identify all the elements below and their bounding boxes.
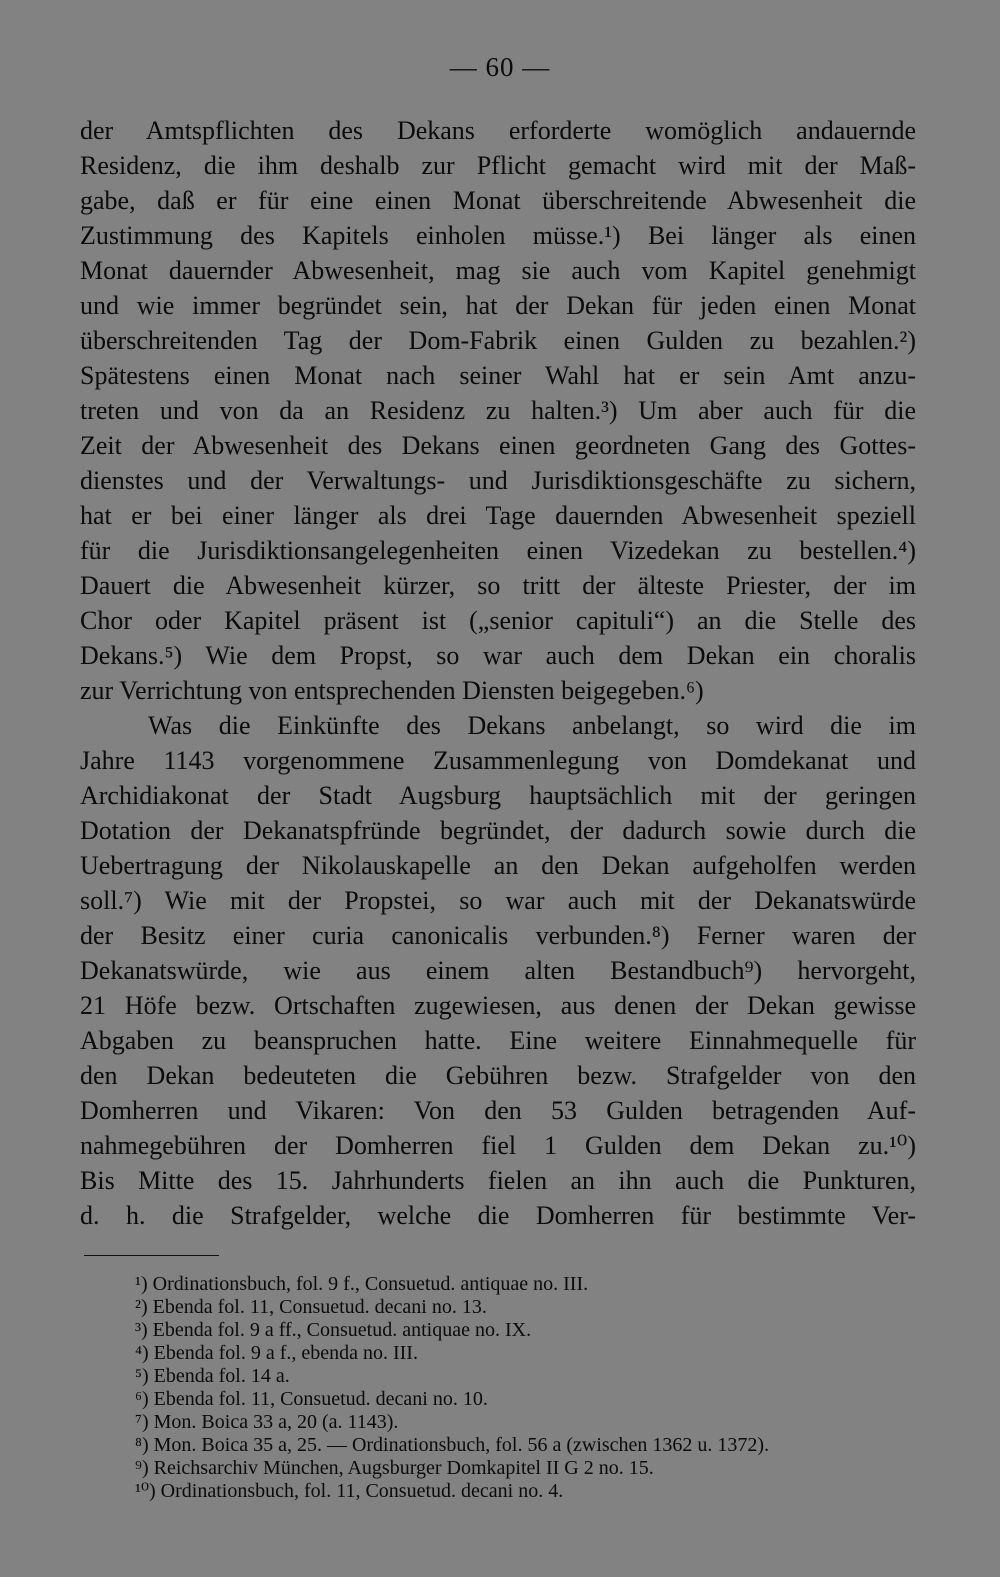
text-line: für die Jurisdiktionsangelegenheiten einen Vizedekan zu bestellen.⁴)	[80, 536, 916, 565]
text-line: der Amtspflichten des Dekans erforderte womöglich andauernde	[80, 116, 916, 145]
footnote: ⁵) Ebenda fol. 14 a.	[135, 1365, 290, 1387]
text-line: Zeit der Abwesenheit des Dekans einen geordneten Gang des Gottes-	[80, 431, 916, 460]
footnote: ¹) Ordinationsbuch, fol. 9 f., Consuetud. antiquae no. III.	[135, 1273, 589, 1295]
text-line: Zustimmung des Kapitels einholen müsse.¹) Bei länger als einen	[80, 221, 916, 250]
text-line: der Besitz einer curia canonicalis verbunden.⁸) Ferner waren der	[80, 921, 916, 950]
text-line: Chor oder Kapitel präsent ist („senior capituli“) an die Stelle des	[80, 606, 916, 635]
text-line: Dekanatswürde, wie aus einem alten Bestandbuch⁹) hervorgeht,	[80, 956, 916, 985]
text-line: und wie immer begründet sein, hat der Dekan für jeden einen Monat	[80, 291, 916, 320]
text-line: d. h. die Strafgelder, welche die Domherren für bestimmte Ver-	[80, 1201, 916, 1230]
text-line: zur Verrichtung von entsprechenden Diensten beigegeben.⁶)	[80, 676, 704, 705]
footnote: ⁷) Mon. Boica 33 a, 20 (a. 1143).	[135, 1411, 399, 1433]
text-line: Dekans.⁵) Wie dem Propst, so war auch dem Dekan ein choralis	[80, 641, 916, 670]
text-line: soll.⁷) Wie mit der Propstei, so war auch mit der Dekanatswürde	[80, 886, 916, 915]
text-line: den Dekan bedeuteten die Gebühren bezw. Strafgelder von den	[80, 1061, 916, 1090]
text-line: Dauert die Abwesenheit kürzer, so tritt der älteste Priester, der im	[80, 571, 916, 600]
text-line: Archidiakonat der Stadt Augsburg hauptsächlich mit der geringen	[80, 781, 916, 810]
footnote: ⁶) Ebenda fol. 11, Consuetud. decani no. 10.	[135, 1388, 488, 1410]
footnote: ³) Ebenda fol. 9 a ff., Consuetud. antiquae no. IX.	[135, 1319, 532, 1341]
page-number: — 60 —	[449, 52, 551, 82]
text-line: Spätestens einen Monat nach seiner Wahl hat er sein Amt anzu-	[80, 361, 916, 390]
footnotes	[135, 1273, 935, 1503]
text-line: Dotation der Dekanatspfründe begründet, der dadurch sowie durch die	[80, 816, 916, 845]
text-line: Bis Mitte des 15. Jahrhunderts fielen an ihn auch die Punkturen,	[80, 1166, 916, 1195]
footnote: ²) Ebenda fol. 11, Consuetud. decani no. 13.	[135, 1296, 487, 1318]
text-line: 21 Höfe bezw. Ortschaften zugewiesen, aus denen der Dekan gewisse	[80, 991, 916, 1020]
footnote: ⁹) Reichsarchiv München, Augsburger Domkapitel II G 2 no. 15.	[135, 1457, 654, 1479]
text-line: Domherren und Vikaren: Von den 53 Gulden betragenden Auf-	[80, 1096, 916, 1125]
footnote: ⁴) Ebenda fol. 9 a f., ebenda no. III.	[135, 1342, 418, 1364]
text-line: Abgaben zu beanspruchen hatte. Eine weitere Einnahmequelle für	[80, 1026, 916, 1055]
text-line: nahmegebühren der Domherren fiel 1 Gulden dem Dekan zu.¹⁰)	[80, 1131, 916, 1160]
text-line: hat er bei einer länger als drei Tage dauernden Abwesenheit speziell	[80, 501, 916, 530]
text-line: überschreitenden Tag der Dom-Fabrik einen Gulden zu bezahlen.²)	[80, 326, 916, 355]
footnote: ⁸) Mon. Boica 35 a, 25. — Ordinationsbuch, fol. 56 a (zwischen 1362 u. 1372).	[135, 1434, 770, 1456]
text-line: dienstes und der Verwaltungs- und Jurisdiktionsgeschäfte zu sichern,	[80, 466, 916, 495]
text-line: Monat dauernder Abwesenheit, mag sie auch vom Kapitel genehmigt	[80, 256, 916, 285]
footnote: ¹⁰) Ordinationsbuch, fol. 11, Consuetud. decani no. 4.	[135, 1480, 564, 1502]
text-line: gabe, daß er für eine einen Monat überschreitende Abwesenheit die	[80, 186, 916, 215]
text-line: Residenz, die ihm deshalb zur Pflicht gemacht wird mit der Maß-	[80, 151, 916, 180]
text-line: Was die Einkünfte des Dekans anbelangt, so wird die im	[148, 711, 916, 740]
body-text	[80, 113, 916, 1233]
text-line: treten und von da an Residenz zu halten.³) Um aber auch für die	[80, 396, 916, 425]
text-line: Uebertragung der Nikolauskapelle an den Dekan aufgeholfen werden	[80, 851, 916, 880]
footnote-divider	[84, 1255, 219, 1256]
text-line: Jahre 1143 vorgenommene Zusammenlegung von Domdekanat und	[80, 746, 916, 775]
